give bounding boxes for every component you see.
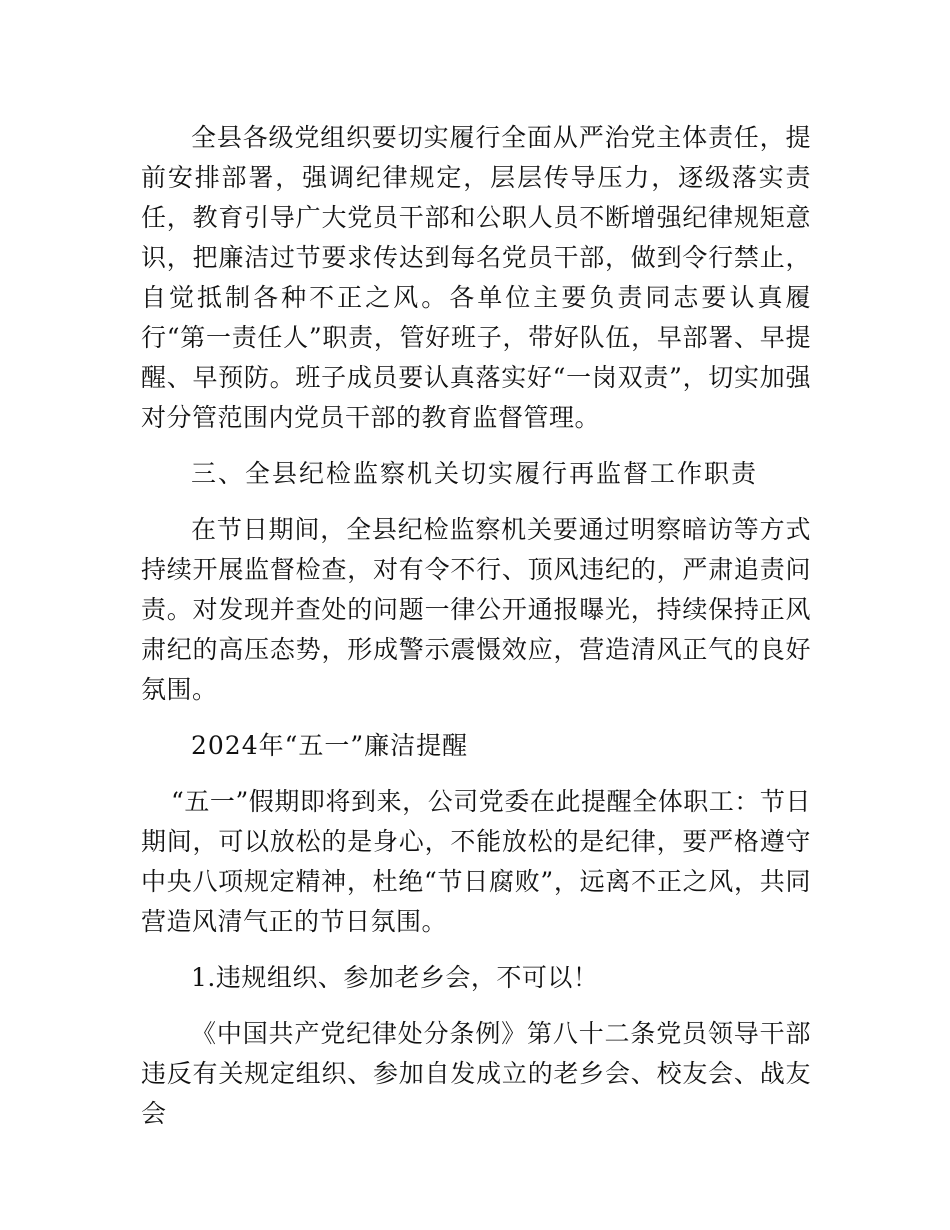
section-heading-three: 三、全县纪检监察机关切实履行再监督工作职责 [191, 459, 759, 488]
list-item-one: 1.违规组织、参加老乡会，不可以！ [191, 963, 599, 992]
document-body [141, 118, 811, 1150]
paragraph-supervision: 在节日期间，全县纪检监察机关要通过明察暗访等方式持续开展监督检查，对有令不行、顶风违纪的，严肃追责问责。对发现并查处的问题一律公开通报曝光，持续保持正风肃纪的高压态势，形成警示震慑效应，营造清风正气的良好氛围。 [141, 515, 811, 704]
reminder-title: 2024年“五一”廉洁提醒 [191, 731, 469, 760]
paragraph-reminder: “五一”假期即将到来，公司党委在此提醒全体职工：节日期间，可以放松的是身心，不能放松的是纪律，要严格遵守中央八项规定精神，杜绝“节日腐败”，远离不正之风，共同营造风清气正的节日氛围。 [141, 787, 811, 936]
paragraph-regulation: 《中国共产党纪律处分条例》第八十二条党员领导干部违反有关规定组织、参加自发成立的老乡会、校友会、战友会 [141, 1019, 811, 1128]
paragraph-responsibility: 全县各级党组织要切实履行全面从严治党主体责任，提前安排部署，强调纪律规定，层层传导压力，逐级落实责任，教育引导广大党员干部和公职人员不断增强纪律规矩意识，把廉洁过节要求传达到每名党员干部，做到令行禁止，自觉抵制各种不正之风。各单位主要负责同志要认真履行“第一责任人”职责，管好班子，带好队伍，早部署、早提醒、早预防。班子成员要认真落实好“一岗双责”，切实加强对分管范围内党员干部的教育监督管理。 [141, 123, 811, 432]
